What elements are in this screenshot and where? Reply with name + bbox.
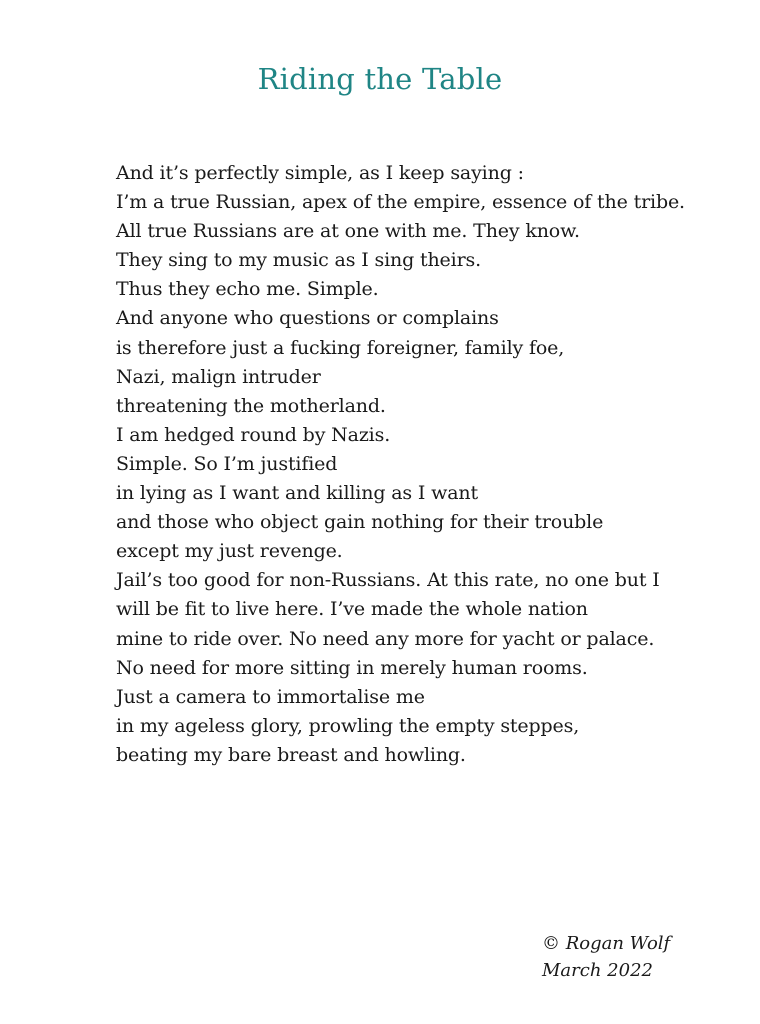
poem-line: And it’s perfectly simple, as I keep saying :	[116, 162, 524, 184]
poem-line: will be fit to live here. I’ve made the whole nation	[116, 598, 588, 621]
poem-line: They sing to my music as I sing theirs.	[116, 249, 482, 272]
poem-line: in my ageless glory, prowling the empty steppes,	[116, 714, 580, 737]
poem-line: threatening the motherland.	[116, 394, 386, 417]
poem-line: in lying as I want and killing as I want	[116, 482, 478, 505]
poem-line: I’m a true Russian, apex of the empire, essence of the tribe.	[116, 191, 685, 214]
poem-body	[116, 159, 756, 770]
poem-line: And anyone who questions or complains	[116, 307, 499, 330]
poem-line: No need for more sitting in merely human rooms.	[116, 656, 588, 679]
author-credit: © Rogan Wolf	[542, 933, 671, 954]
poem-line: Simple. So I’m justified	[116, 452, 338, 475]
date-line: March 2022	[542, 960, 653, 981]
poem-line: Nazi, malign intruder	[116, 365, 321, 388]
poem-line: mine to ride over. No need any more for yacht or palace.	[116, 627, 655, 650]
poem-line: Just a camera to immortalise me	[116, 685, 425, 708]
poem-line: is therefore just a fucking foreigner, family foe,	[116, 336, 565, 359]
poem-line: and those who object gain nothing for their trouble	[116, 511, 604, 534]
poem-title: Riding the Table	[257, 62, 503, 96]
poem-line: Jail’s too good for non-Russians. At this rate, no one but I	[116, 569, 660, 592]
poem-line: All true Russians are at one with me. They know.	[116, 220, 580, 243]
poem-line: beating my bare breast and howling.	[116, 743, 466, 766]
poem-line: except my just revenge.	[116, 540, 343, 563]
signature-block	[542, 930, 670, 984]
poem-line: Thus they echo me. Simple.	[116, 278, 379, 301]
poem-line: I am hedged round by Nazis.	[116, 423, 391, 446]
